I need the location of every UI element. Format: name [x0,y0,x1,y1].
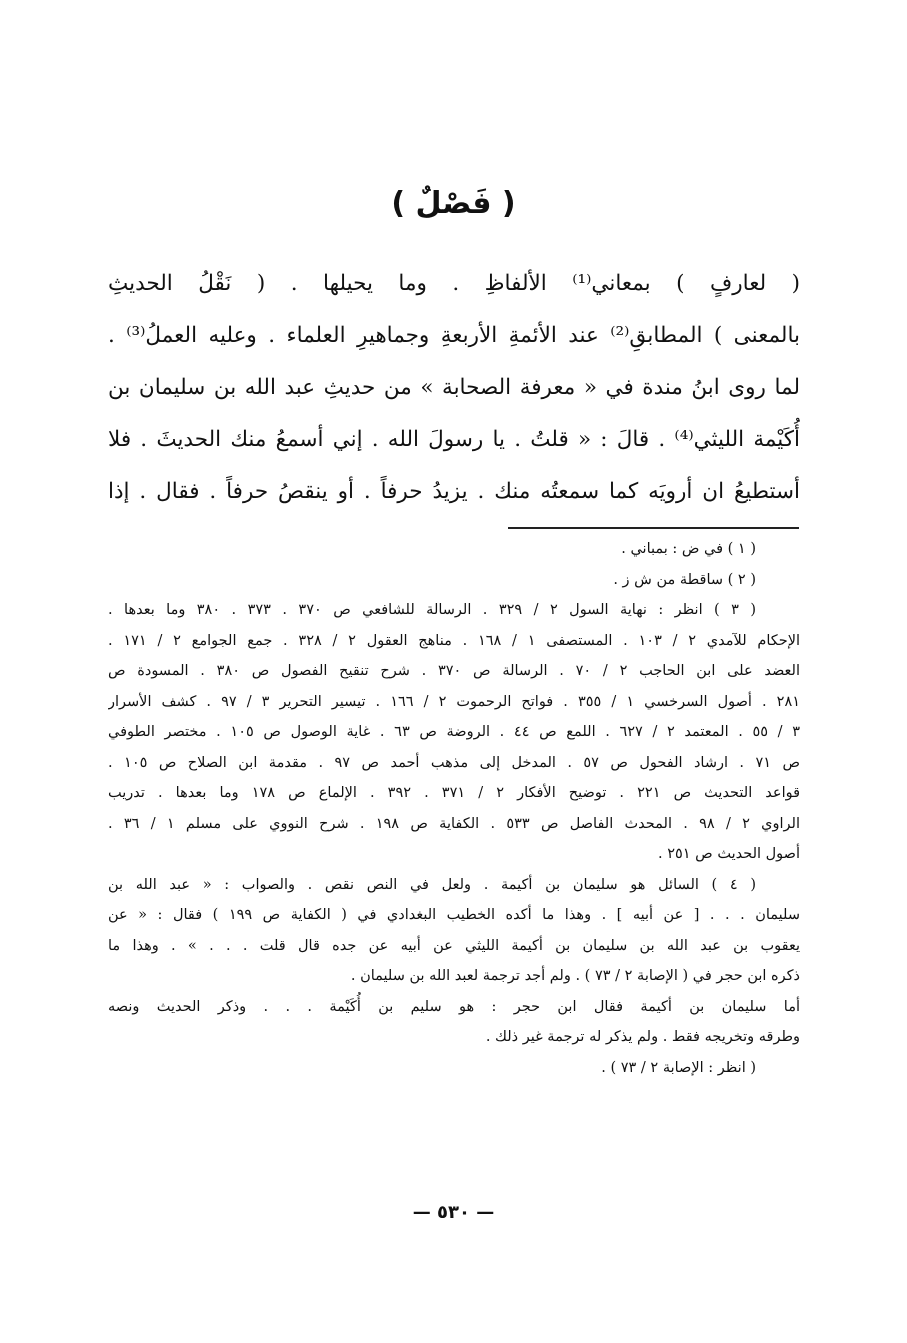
footnote-line: ( ٤ ) السائل هو سليمان بن أكيمة . ولعل في النص نقص . والصواب : « عبد الله بن [108,876,756,893]
footnote-line: ( انظر : الإصابة ٢ / ٧٣ ) . [601,1059,756,1076]
main-text-line: أُكَيْمة الليثي⁽⁴⁾ . قالَ : « قلتُ . يا رسولَ الله . إني أسمعُ منك الحديثَ . فلا [108,427,800,452]
footnote-divider [508,527,799,529]
footnote-line: ( ٢ ) ساقطة من ش ز . [613,571,756,588]
footnote-line: ص ٧١ . ارشاد الفحول ص ٥٧ . المدخل إلى مذهب أحمد ص ٩٧ . مقدمة ابن الصلاح ص ١٠٥ . [108,754,800,771]
footnote-line: ( ١ ) في ض : بمباني . [621,541,756,557]
footnote-line: وطرقه وتخريجه فقط . ولم يذكر له ترجمة غير ذلك . [485,1029,800,1045]
footnote-line: أصول الحديث ص ٢٥١ . [657,846,800,862]
page-number: — ٥٣٠ — [412,1202,495,1223]
footnote-line: ( ٣ ) انظر : نهاية السول ٢ / ٣٢٩ . الرسالة للشافعي ص ٣٧٠ . ٣٧٣ . ٣٨٠ وما بعدها . [108,602,756,618]
footnotes [108,534,800,1083]
footnote-line: يعقوب بن عبد الله بن سليمان بن أكيمة الليثي عن أبيه عن جده قال قلت . . . » . وهذا ما [108,937,800,954]
main-text [108,258,800,518]
footnote-line: سليمان . . . [ عن أبيه ] . وهذا ما أكده الخطيب البغدادي في ( الكفاية ص ١٩٩ ) فقال : « عن [108,907,800,923]
main-text-line: بالمعنى ) المطابقِ⁽²⁾ عند الأئمةِ الأربعةِ وجماهيرِ العلماء . وعليه العملُ⁽³⁾ . [108,323,800,348]
main-text-line: أستطيعُ ان أرويَه كما سمعتُه منك . يزيدُ حرفاً . أو ينقصُ حرفاً . فقال . إذا [108,479,800,504]
footnote-line: أما سليمان بن أكيمة فقال ابن حجر : هو سليم بن أُكَيْمة . . . وذكر الحديث ونصه [108,998,800,1015]
footnote-line: قواعد التحديث ص ٢٢١ . توضيح الأفكار ٢ / ٣٧١ . ٣٩٢ . الإلماع ص ١٧٨ وما بعدها . تدريب [108,785,800,801]
section-heading: ( فَصْلٌ ) [391,186,516,221]
footnote-line: العضد على ابن الحاجب ٢ / ٧٠ . الرسالة ص ٣٧٠ . شرح تنقيح الفصول ص ٣٨٠ . المسودة ص [108,663,800,679]
footnote-line: ٣ / ٥٥ . المعتمد ٢ / ٦٢٧ . اللمع ص ٤٤ . الروضة ص ٦٣ . غاية الوصول ص ١٠٥ . مختصر الطوفي [108,724,800,740]
main-text-line: ( لعارفٍ ) بمعاني⁽¹⁾ الألفاظِ . وما يحيلها . ( نَقْلُ الحديثِ [108,271,800,296]
main-text-line: لما روى ابنُ مندة في « معرفة الصحابة » من حديثِ عبد الله بن سليمان بن [108,375,800,400]
footnote-line: ٢٨١ . أصول السرخسي ١ / ٣٥٥ . فواتح الرحموت ٢ / ١٦٦ . تيسير التحرير ٣ / ٩٧ . كشف الأسرار [108,693,800,710]
footnote-line: الراوي ٢ / ٩٨ . المحدث الفاصل ص ٥٣٣ . الكفاية ص ١٩٨ . شرح النووي على مسلم ١ / ٣٦ . [108,815,800,832]
footnote-line: ذكره ابن حجر في ( الإصابة ٢ / ٧٣ ) . ولم أجد ترجمة لعبد الله بن سليمان . [350,968,800,984]
footnote-line: الإحكام للآمدي ٢ / ١٠٣ . المستصفى ١ / ١٦٨ . مناهج العقول ٢ / ٣٢٨ . جمع الجوامع ٢ / ١٧١ . [108,632,800,649]
